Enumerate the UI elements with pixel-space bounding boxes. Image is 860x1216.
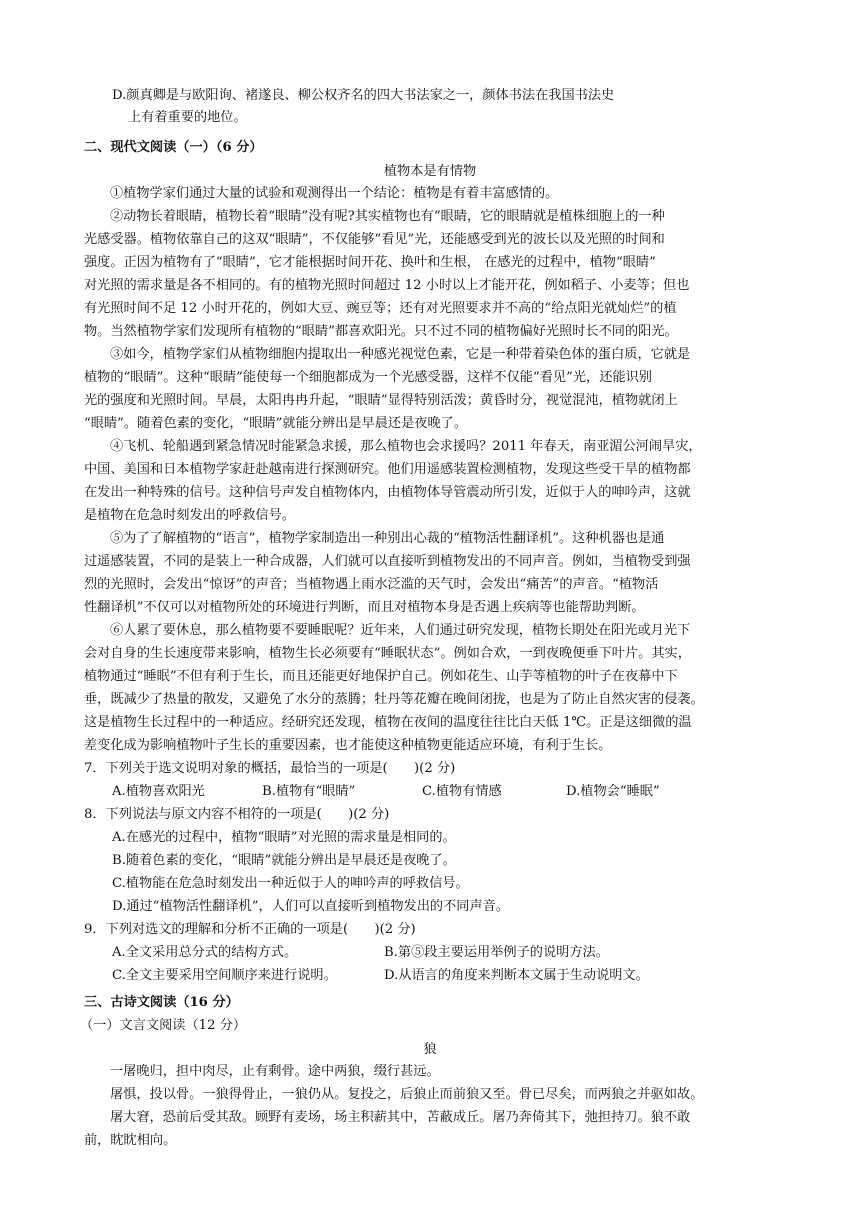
paragraph-line: “眼睛”。随着色素的变化，“眼睛”就能分辨出是早晨还是夜晚了。 <box>84 416 468 431</box>
classical-article-title: 狼 <box>423 1042 437 1057</box>
sub-heading-classical-prose: （一）文言文阅读（12 分） <box>80 1018 247 1033</box>
option-d-line-1: D.颜真卿是与欧阳询、褚遂良、柳公权齐名的四大书法家之一，颜体书法在我国书法史 <box>112 88 615 103</box>
paragraph-line: ②动物长着眼睛，植物长着“眼睛”没有呢?其实植物也有“眼睛，它的眼睛就是植株细胞上的一种 <box>110 209 665 224</box>
article-title: 植物本是有情物 <box>383 164 477 179</box>
paragraph-line: 垂，既减少了热量的散发，又避免了水分的蒸腾；牡丹等花瓣在晚间闭拢，也是为了防止自然灾害的侵袭。 <box>84 692 704 707</box>
question-8: 8．下列说法与原文内容不相符的一项是( )(2 分) <box>84 807 390 822</box>
q8-option-d: D.通过“植物活性翻译机”，人们可以直接听到植物发出的不同声音。 <box>112 899 510 914</box>
q8-option-a: A.在感光的过程中，植物“眼睛”对光照的需求量是相同的。 <box>112 830 456 845</box>
q7-option-c: C.植物有情感 <box>422 784 502 799</box>
classical-text-line: 屠惧，投以骨。一狼得骨止，一狼仍从。复投之，后狼止而前狼又至。骨已尽矣，而两狼之并驱如故。 <box>110 1087 704 1102</box>
paragraph-line: 光感受器。植物依靠自己的这双“眼睛”，不仅能够“看见”光，还能感受到光的波长以及光照的时间和 <box>84 232 665 247</box>
q9-option-c: C.全文主要采用空间顺序来进行说明。 <box>112 968 337 983</box>
paragraph-line: 中国、美国和日本植物学家赶赴越南进行探测研究。他们用遥感装置检测植物，发现这些受干旱的植物都 <box>84 462 691 477</box>
paragraph-line: 这是植物生长过程中的一种适应。经研究还发现，植物在夜间的温度往往比白天低 1℃。正是这细微的温 <box>84 715 692 730</box>
paragraph-line: 会对自身的生长速度带来影响，植物生长必须要有“睡眠状态”。例如合欢，一到夜晚便垂下叶片。其实， <box>84 646 691 661</box>
paragraph-line: ⑥人累了要休息，那么植物要不要睡眠呢？近年来，人们通过研究发现，植物长期处在阳光或月光下 <box>110 623 691 638</box>
paragraph-line: ③如今，植物学家们从植物细胞内提取出一种感光视觉色素，它是一种带着染色体的蛋白质，它就是 <box>110 347 691 362</box>
section-heading-classical-reading: 三、古诗文阅读（16 分） <box>84 995 239 1010</box>
q8-option-b: B.随着色素的变化，“眼睛”就能分辨出是早晨还是夜晚了。 <box>112 853 456 868</box>
paragraph-line: 在发出一种特殊的信号。这种信号声发自植物体内，由植物体导管震动所引发，近似于人的呻吟声，这就 <box>84 485 691 500</box>
paragraph-line: 性翻译机”不仅可以对植物所处的环境进行判断，而且对植物本身是否遇上疾病等也能帮助判断。 <box>84 600 645 615</box>
q7-option-a: A.植物喜欢阳光 <box>112 784 205 799</box>
classical-text-line: 前，眈眈相向。 <box>84 1133 177 1148</box>
q7-option-b: B.植物有“眼睛” <box>262 784 356 799</box>
paragraph-line: 强度。正因为植物有了“眼睛”，它才能根据时间开花、换叶和生根， 在感光的过程中，植物“眼睛” <box>84 255 656 270</box>
section-heading-modern-reading: 二、现代文阅读（一）（6 分） <box>84 140 263 155</box>
classical-text-line: 一屠晚归，担中肉尽，止有剩骨。途中两狼，缀行甚远。 <box>110 1064 440 1079</box>
option-d-line-2: 上有着重要的地位。 <box>128 110 247 125</box>
paragraph-line: 烈的光照时，会发出“惊讶”的声音；当植物遇上雨水泛滥的天气时，会发出“痛苦”的声音。“植物活 <box>84 577 659 592</box>
q8-option-c: C.植物能在危急时刻发出一种近似于人的呻吟声的呼救信号。 <box>112 876 469 891</box>
question-7: 7．下列关于选文说明对象的概括，最恰当的一项是( )(2 分) <box>84 761 456 776</box>
paragraph-line: 过遥感装置，不同的是装上一种合成器，人们就可以直接听到植物发出的不同声音。例如，当植物受到强 <box>84 554 691 569</box>
question-9: 9．下列对选文的理解和分析不正确的一项是( )(2 分) <box>84 922 416 937</box>
q9-option-a: A.全文采用总分式的结构方式。 <box>112 945 298 960</box>
q7-option-d: D.植物会“睡眠” <box>566 784 660 799</box>
paragraph-line: 差变化成为影响植物叶子生长的重要因素，也才能使这种植物更能适应环境，有利于生长。 <box>84 738 612 753</box>
paragraph-line: 有光照时间不足 12 小时开花的，例如大豆、豌豆等；还有对光照要求并不高的“给点阳光就灿烂”的植 <box>84 301 677 316</box>
q9-option-d: D.从语言的角度来判断本文属于生动说明文。 <box>384 968 649 983</box>
paragraph-line: 是植物在危急时刻发出的呼救信号。 <box>84 508 295 523</box>
paragraph-line: 植物的“眼睛”。这种“眼睛”能使每一个细胞都成为一个光感受器，这样不仅能“看见”光，还能识别 <box>84 370 652 385</box>
classical-text-line: 屠大窘，恐前后受其敌。顾野有麦场，场主积薪其中，苫蔽成丘。屠乃奔倚其下，弛担持刀。狼不敢 <box>110 1110 691 1125</box>
paragraph-line: 物。当然植物学家们发现所有植物的“眼睛”都喜欢阳光。只不过不同的植物偏好光照时长不同的阳光。 <box>84 324 678 339</box>
paragraph-line: 对光照的需求量是各不相同的。有的植物光照时间超过 12 小时以上才能开花，例如稻子、小麦等；但也 <box>84 278 690 293</box>
paragraph-line: ①植物学家们通过大量的试验和观测得出一个结论：植物是有着丰富感情的。 <box>110 186 559 201</box>
paragraph-line: 光的强度和光照时间。早晨，太阳冉冉升起，“眼睛”显得特别活泼；黄昏时分，视觉混沌，植物就闭上 <box>84 393 678 408</box>
paragraph-line: ⑤为了了解植物的“语言”，植物学家制造出一种别出心裁的“植物活性翻译机”。这种机器也是通 <box>110 531 665 546</box>
paragraph-line: 植物通过“睡眠”不但有利于生长，而且还能更好地保护自己。例如花生、山芋等植物的叶子在夜幕中下 <box>84 669 678 684</box>
q9-option-b: B.第⑤段主要运用举例子的说明方法。 <box>384 945 609 960</box>
paragraph-line: ④飞机、轮船遇到紧急情况时能紧急求援，那么植物也会求援吗？2011 年春天，南亚湄公河闹旱灾， <box>110 439 702 454</box>
